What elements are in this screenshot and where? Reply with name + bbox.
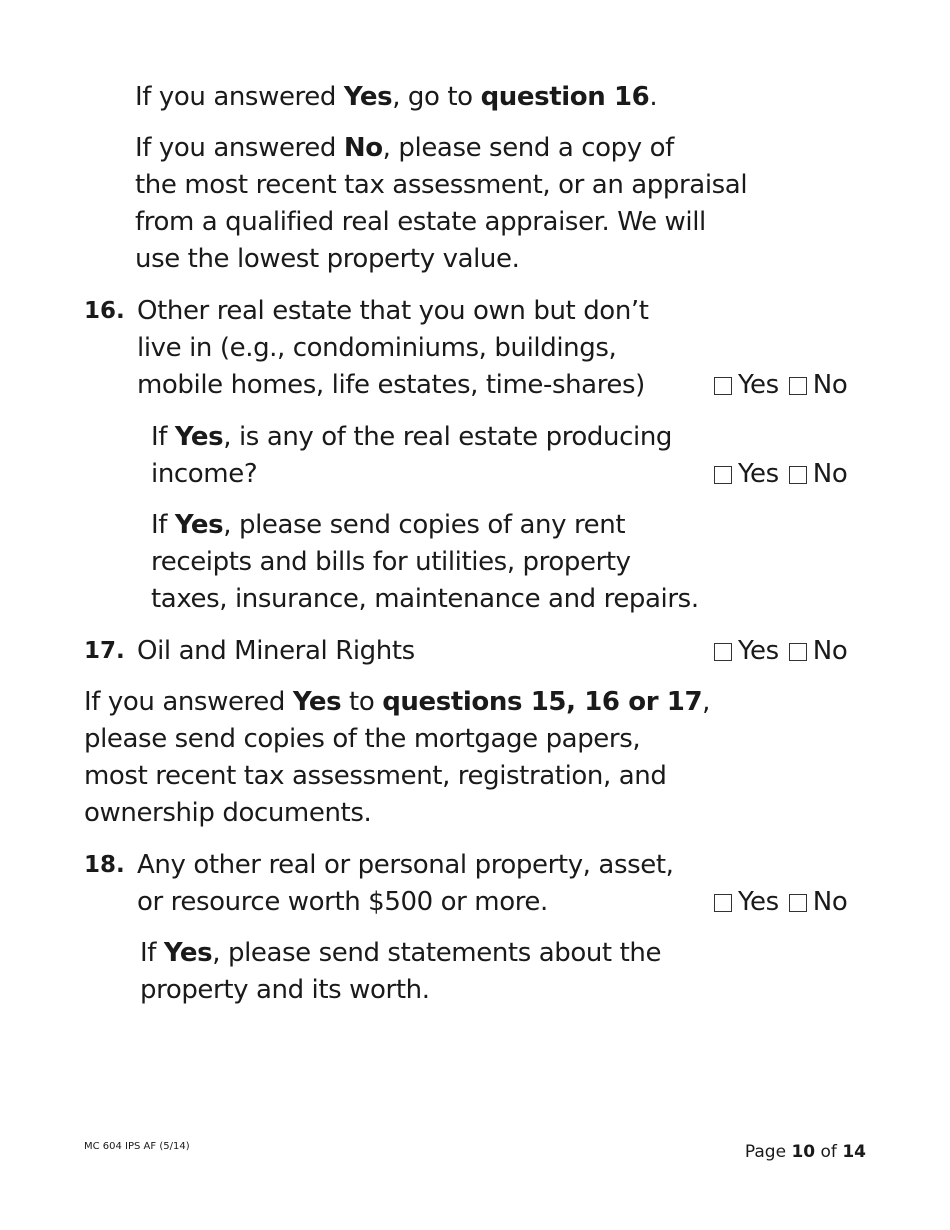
question-16-followup: If Yes, is any of the real estate producing income?	[151, 422, 673, 489]
q17-no-option[interactable]: No	[789, 633, 848, 670]
q18-yes-checkbox[interactable]	[714, 894, 732, 912]
q16-income-yes-option[interactable]: Yes	[714, 456, 779, 493]
question-17-number: 17.	[84, 638, 125, 664]
q17-no-checkbox[interactable]	[789, 643, 807, 661]
q18-yes-option[interactable]: Yes	[714, 884, 779, 921]
question-16-note: If Yes, please send copies of any rent receipts and bills for utilities, property taxes, insurance, maintenance and repairs.	[151, 510, 699, 614]
intro-line-1: If you answered Yes, go to question 16.	[135, 82, 658, 112]
question-17-text: Oil and Mineral Rights	[137, 636, 415, 666]
q17-yes-checkbox[interactable]	[714, 643, 732, 661]
question-16-text: Other real estate that you own but don’t live in (e.g., condominiums, buildings, mobile homes, life estates, time-shares)	[137, 296, 649, 400]
q16-yes-option[interactable]: Yes	[714, 367, 779, 404]
q16-yes-checkbox[interactable]	[714, 377, 732, 395]
question-18-answer	[714, 884, 884, 921]
q18-no-checkbox[interactable]	[789, 894, 807, 912]
documents-note: If you answered Yes to questions 15, 16 or 17, please send copies of the mortgage papers, most recent tax assessment, registration, and ownership documents.	[84, 687, 711, 828]
question-16-answer	[714, 367, 884, 404]
form-id: MC 604 IPS AF (5/14)	[84, 1141, 190, 1152]
question-18-number: 18.	[84, 852, 125, 878]
page-number: Page 10 of 14	[744, 1142, 866, 1162]
q16-no-checkbox[interactable]	[789, 377, 807, 395]
q18-no-option[interactable]: No	[789, 884, 848, 921]
q17-yes-option[interactable]: Yes	[714, 633, 779, 670]
question-18-note: If Yes, please send statements about the property and its worth.	[140, 938, 662, 1005]
question-17-answer	[714, 633, 884, 670]
question-16-number: 16.	[84, 298, 125, 324]
q16-income-no-option[interactable]: No	[789, 456, 848, 493]
question-18-text: Any other real or personal property, asset, or resource worth $500 or more.	[137, 850, 674, 917]
q16-income-yes-checkbox[interactable]	[714, 466, 732, 484]
q16-income-no-checkbox[interactable]	[789, 466, 807, 484]
intro-no-instructions: If you answered No, please send a copy of the most recent tax assessment, or an appraisal from a qualified real estate appraiser. We will use the lowest property value.	[135, 133, 748, 274]
question-16-income-answer	[714, 456, 884, 493]
q16-no-option[interactable]: No	[789, 367, 848, 404]
